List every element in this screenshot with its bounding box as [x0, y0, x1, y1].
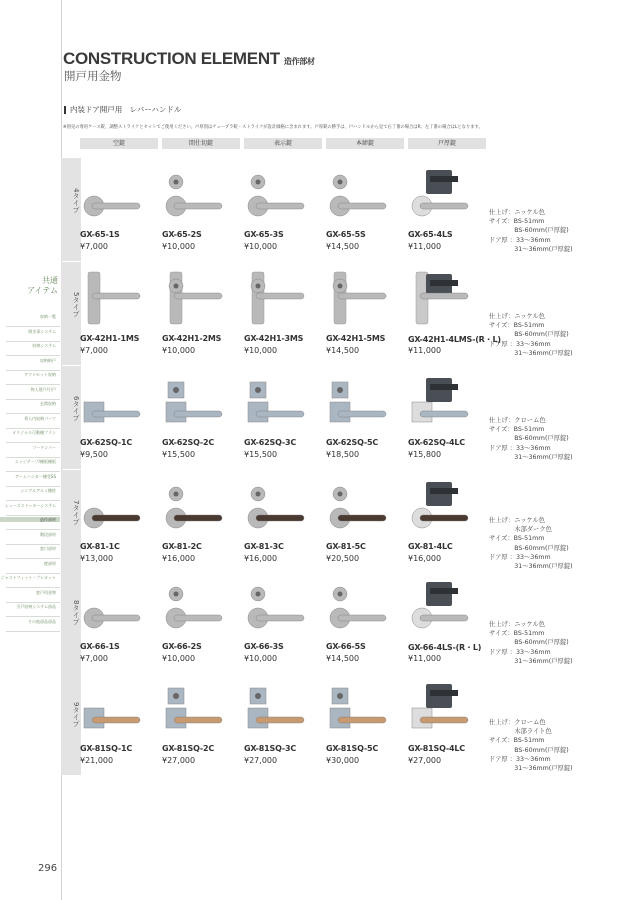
product-code: GX-66-4LS-(R・L) [408, 643, 482, 652]
product-price: ¥15,500 [162, 450, 196, 459]
type-row-label: 8タイプ [72, 600, 80, 626]
spec-line: ドア厚 ：33～36mm [489, 553, 551, 561]
sidebar-item[interactable]: 収納システム [32, 343, 56, 348]
sidebar-item[interactable]: 物入建戸/引戸 [30, 386, 56, 392]
product-price: ¥15,800 [408, 450, 442, 459]
product-code: GX-65-1S [80, 230, 120, 239]
lever-handle-image [162, 680, 242, 740]
product-code: GX-66-2S [162, 642, 202, 651]
product-price: ¥27,000 [162, 756, 196, 765]
spec-line: ドア厚 ：33～36mm [489, 648, 551, 656]
product-code: GX-42H1-4LMS-(R・L) [408, 335, 501, 344]
spec-line: 仕上げ：ニッケル色 [489, 313, 546, 320]
spec-block [489, 416, 573, 462]
product-code: GX-81-3C [244, 542, 284, 551]
sidebar-item[interactable]: アウトセット収納 [24, 372, 56, 377]
sidebar-item[interactable]: 窓口部材 [40, 546, 56, 551]
spec-line: 仕上げ：ニッケル色 [489, 209, 546, 216]
product-price: ¥16,000 [244, 554, 278, 563]
lever-handle-image [244, 166, 324, 226]
product-price: ¥16,000 [408, 554, 442, 563]
sidebar-item[interactable]: エッジテープ/棚板棚板 [14, 459, 56, 464]
product-price: ¥16,000 [162, 554, 196, 563]
sidebar-divider [6, 355, 60, 356]
product-code: GX-62SQ-5C [326, 438, 379, 447]
sidebar-item[interactable]: フードンパー [32, 444, 56, 450]
spec-line: BS-60mm(戸厚錠) [489, 544, 569, 552]
lever-handle-image [80, 166, 160, 226]
spec-line: サイズ：BS-51mm [489, 218, 545, 226]
spec-line: 仕上げ：クローム色 [489, 417, 546, 424]
sidebar-item[interactable]: 収納納戸 [40, 357, 56, 363]
product-code: GX-62SQ-3C [244, 438, 297, 447]
type-row-band [61, 672, 81, 775]
lever-handle-image [408, 680, 488, 740]
product-price: ¥14,500 [326, 242, 360, 251]
page-subtitle: 開戸用金物 [64, 69, 122, 83]
spec-block [489, 718, 573, 773]
product-code: GX-65-5S [326, 230, 366, 239]
product-price: ¥10,000 [162, 242, 196, 251]
type-row-label: 4タイプ [72, 188, 80, 214]
spec-line: 31～36mm(戸厚錠) [489, 349, 573, 357]
spec-block [489, 312, 573, 358]
spec-line: 31～36mm(戸厚錠) [489, 453, 573, 461]
spec-line: サイズ：BS-51mm [489, 535, 545, 543]
lever-handle-image [162, 166, 242, 226]
column-header: 本締錠 [326, 138, 404, 149]
product-price: ¥7,000 [80, 242, 108, 251]
column-header: 間仕切錠 [162, 138, 240, 149]
spec-block [489, 620, 573, 666]
spec-line: サイズ：BS-51mm [489, 322, 545, 330]
sidebar-divider [6, 457, 60, 458]
sidebar-item[interactable]: その他部品部品 [28, 618, 56, 624]
type-row-band [61, 366, 81, 469]
lever-handle-image [162, 578, 242, 638]
sidebar-item[interactable]: シングルアルミ棚柱 [20, 488, 56, 493]
sidebar-divider [6, 486, 60, 487]
column-header: 表示錠 [244, 138, 322, 149]
sidebar-divider [6, 326, 60, 327]
note-text: ※別売の専用ケース錠、調整ストライクとセットでご使用ください。戸厚別はチューブラ錠・ストライクが設計価格に含まれます。戸厚錠の勝手は、戸ハンドルから見て右丁番の場合はR、左丁番の場合はLとなります。 [63, 125, 483, 130]
page-number: 296 [38, 863, 58, 874]
spec-line: 木部ライト色 [489, 728, 552, 736]
product-code: GX-62SQ-4LC [408, 438, 465, 447]
sidebar-divider [6, 471, 60, 472]
product-price: ¥11,000 [408, 242, 442, 251]
sidebar-item[interactable]: 壁部材 [44, 560, 56, 566]
spec-line: 仕上げ：ニッケル色 [489, 517, 546, 524]
lever-handle-image [326, 270, 406, 330]
lever-handle-image [244, 478, 324, 538]
product-code: GX-81-2C [162, 542, 202, 551]
sidebar-divider [6, 500, 60, 501]
lever-handle-image [244, 374, 324, 434]
column-header: 戸厚錠 [408, 138, 486, 149]
sidebar-item[interactable]: 引戸収納システム部品 [16, 604, 56, 609]
type-row-band [61, 470, 81, 573]
product-price: ¥10,000 [244, 242, 278, 251]
product-price: ¥10,000 [244, 346, 278, 355]
spec-line: ドア厚 ：33～36mm [489, 236, 551, 244]
product-code: GX-81-5C [326, 542, 366, 551]
sidebar-item[interactable]: 収納一覧 [40, 314, 56, 319]
lever-handle-image [326, 166, 406, 226]
product-code: GX-66-3S [244, 642, 284, 651]
spec-line: ドア厚 ：33～36mm [489, 755, 551, 763]
sidebar-divider [6, 573, 60, 574]
sidebar-divider [6, 558, 60, 559]
spec-line: 木部ダーク色 [489, 526, 552, 534]
product-price: ¥14,500 [326, 346, 360, 355]
lever-handle-image [162, 478, 242, 538]
sidebar-divider [6, 370, 60, 371]
product-code: GX-81SQ-4LC [408, 744, 465, 753]
type-row-label: 9タイプ [72, 702, 80, 728]
sidebar-item[interactable]: シューズストッカーシステム [4, 502, 56, 508]
product-code: GX-65-3S [244, 230, 284, 239]
spec-line: ドア厚 ：33～36mm [489, 444, 551, 452]
product-price: ¥10,000 [162, 346, 196, 355]
sidebar-divider [6, 384, 60, 385]
sidebar-divider [6, 413, 60, 414]
product-code: GX-81SQ-2C [162, 744, 215, 753]
product-price: ¥13,000 [80, 554, 114, 563]
lever-handle-image [244, 578, 324, 638]
type-row-band [61, 158, 81, 261]
product-code: GX-62SQ-1C [80, 438, 133, 447]
spec-block [489, 208, 573, 254]
sidebar-heading: 共通 アイテム [27, 276, 58, 295]
spec-line: ドア厚 ：33～36mm [489, 340, 551, 348]
product-code: GX-81SQ-3C [244, 744, 297, 753]
lever-handle-image [408, 270, 488, 330]
spec-block [489, 516, 573, 571]
product-price: ¥10,000 [244, 654, 278, 663]
lever-handle-image [162, 374, 242, 434]
sidebar-item[interactable]: 玄関収納 [40, 401, 56, 406]
page-title-small: 造作部材 [283, 57, 315, 66]
lever-handle-image [326, 374, 406, 434]
sidebar-item[interactable]: アームハンガー棚受SS [15, 473, 56, 479]
page-title: CONSTRUCTION ELEMENT 造作部材 [63, 49, 315, 68]
sidebar-item[interactable]: オリジナル可動棚プラン [12, 430, 56, 435]
sidebar-divider [6, 544, 60, 545]
spec-line: BS-60mm(戸厚錠) [489, 746, 569, 754]
sidebar-item[interactable]: 窓戸用金物 [36, 589, 56, 595]
product-code: GX-81-4LC [408, 542, 453, 551]
spec-line: BS-60mm(戸厚錠) [489, 435, 569, 443]
spec-line: 31～36mm(戸厚錠) [489, 245, 573, 253]
lever-handle-image [326, 578, 406, 638]
sidebar-item[interactable]: 階段部材 [40, 531, 56, 537]
product-code: GX-65-2S [162, 230, 202, 239]
type-row-label: 5タイプ [72, 292, 80, 318]
product-price: ¥21,000 [80, 756, 114, 765]
product-price: ¥14,500 [326, 654, 360, 663]
spec-line: BS-60mm(戸厚錠) [489, 227, 569, 235]
lever-handle-image [244, 270, 324, 330]
spec-line: 31～36mm(戸厚錠) [489, 657, 573, 665]
sidebar-item[interactable]: 造作部材 [0, 517, 60, 522]
sidebar-divider [6, 616, 60, 617]
lever-handle-image [80, 578, 160, 638]
product-code: GX-42H1-2MS [162, 334, 222, 343]
sidebar-divider [6, 631, 60, 632]
lever-handle-image [80, 374, 160, 434]
lever-handle-image [326, 680, 406, 740]
product-price: ¥27,000 [244, 756, 278, 765]
spec-line: 31～36mm(戸厚錠) [489, 765, 573, 773]
spec-line: 31～36mm(戸厚錠) [489, 563, 573, 571]
product-price: ¥30,000 [326, 756, 360, 765]
sidebar-divider [6, 587, 60, 588]
product-code: GX-65-4LS [408, 230, 453, 239]
product-code: GX-81SQ-1C [80, 744, 133, 753]
lever-handle-image [326, 478, 406, 538]
spec-line: サイズ：BS-51mm [489, 737, 545, 745]
spec-line: 仕上げ：ニッケル色 [489, 621, 546, 628]
product-price: ¥11,000 [408, 654, 442, 663]
type-row-label: 6タイプ [72, 396, 80, 422]
sidebar-divider [6, 341, 60, 342]
sidebar-divider [6, 399, 60, 400]
product-price: ¥27,000 [408, 756, 442, 765]
lever-handle-image [408, 478, 488, 538]
product-price: ¥11,000 [408, 346, 442, 355]
lever-handle-image [408, 374, 488, 434]
lever-handle-image [408, 578, 488, 638]
type-row-label: 7タイプ [72, 500, 80, 526]
lever-handle-image [162, 270, 242, 330]
product-price: ¥15,500 [244, 450, 278, 459]
sidebar-item[interactable]: ジャストフィット・プレカット [0, 575, 56, 580]
product-price: ¥7,000 [80, 654, 108, 663]
spec-line: BS-60mm(戸厚錠) [489, 639, 569, 647]
product-code: GX-66-5S [326, 642, 366, 651]
sidebar-divider [6, 442, 60, 443]
product-price: ¥10,000 [162, 654, 196, 663]
spec-line: 仕上げ：クローム色 [489, 719, 546, 726]
product-price: ¥7,000 [80, 346, 108, 355]
lever-handle-image [408, 166, 488, 226]
section-label: 内装ドア開戸用 レバーハンドル [64, 106, 181, 114]
sidebar-item[interactable]: 開き扉システム [28, 328, 56, 334]
sidebar-item[interactable]: 将入内収納パーツ [24, 415, 56, 421]
product-price: ¥9,500 [80, 450, 108, 459]
column-header: 空錠 [80, 138, 158, 149]
lever-handle-image [244, 680, 324, 740]
product-code: GX-66-1S [80, 642, 120, 651]
sidebar-divider [6, 515, 60, 516]
spec-line: BS-60mm(戸厚錠) [489, 331, 569, 339]
product-code: GX-42H1-5MS [326, 334, 386, 343]
sidebar-divider [6, 529, 60, 530]
lever-handle-image [80, 680, 160, 740]
product-price: ¥18,500 [326, 450, 360, 459]
spec-line: サイズ：BS-51mm [489, 630, 545, 638]
product-code: GX-81SQ-5C [326, 744, 379, 753]
sidebar-divider [6, 602, 60, 603]
product-code: GX-81-1C [80, 542, 120, 551]
product-price: ¥20,500 [326, 554, 360, 563]
product-code: GX-42H1-1MS [80, 334, 140, 343]
spec-line: サイズ：BS-51mm [489, 426, 545, 434]
type-row-band [61, 570, 81, 673]
product-code: GX-62SQ-2C [162, 438, 215, 447]
lever-handle-image [80, 478, 160, 538]
product-code: GX-42H1-3MS [244, 334, 304, 343]
type-row-band [61, 262, 81, 365]
lever-handle-image [80, 270, 160, 330]
sidebar-divider [6, 428, 60, 429]
